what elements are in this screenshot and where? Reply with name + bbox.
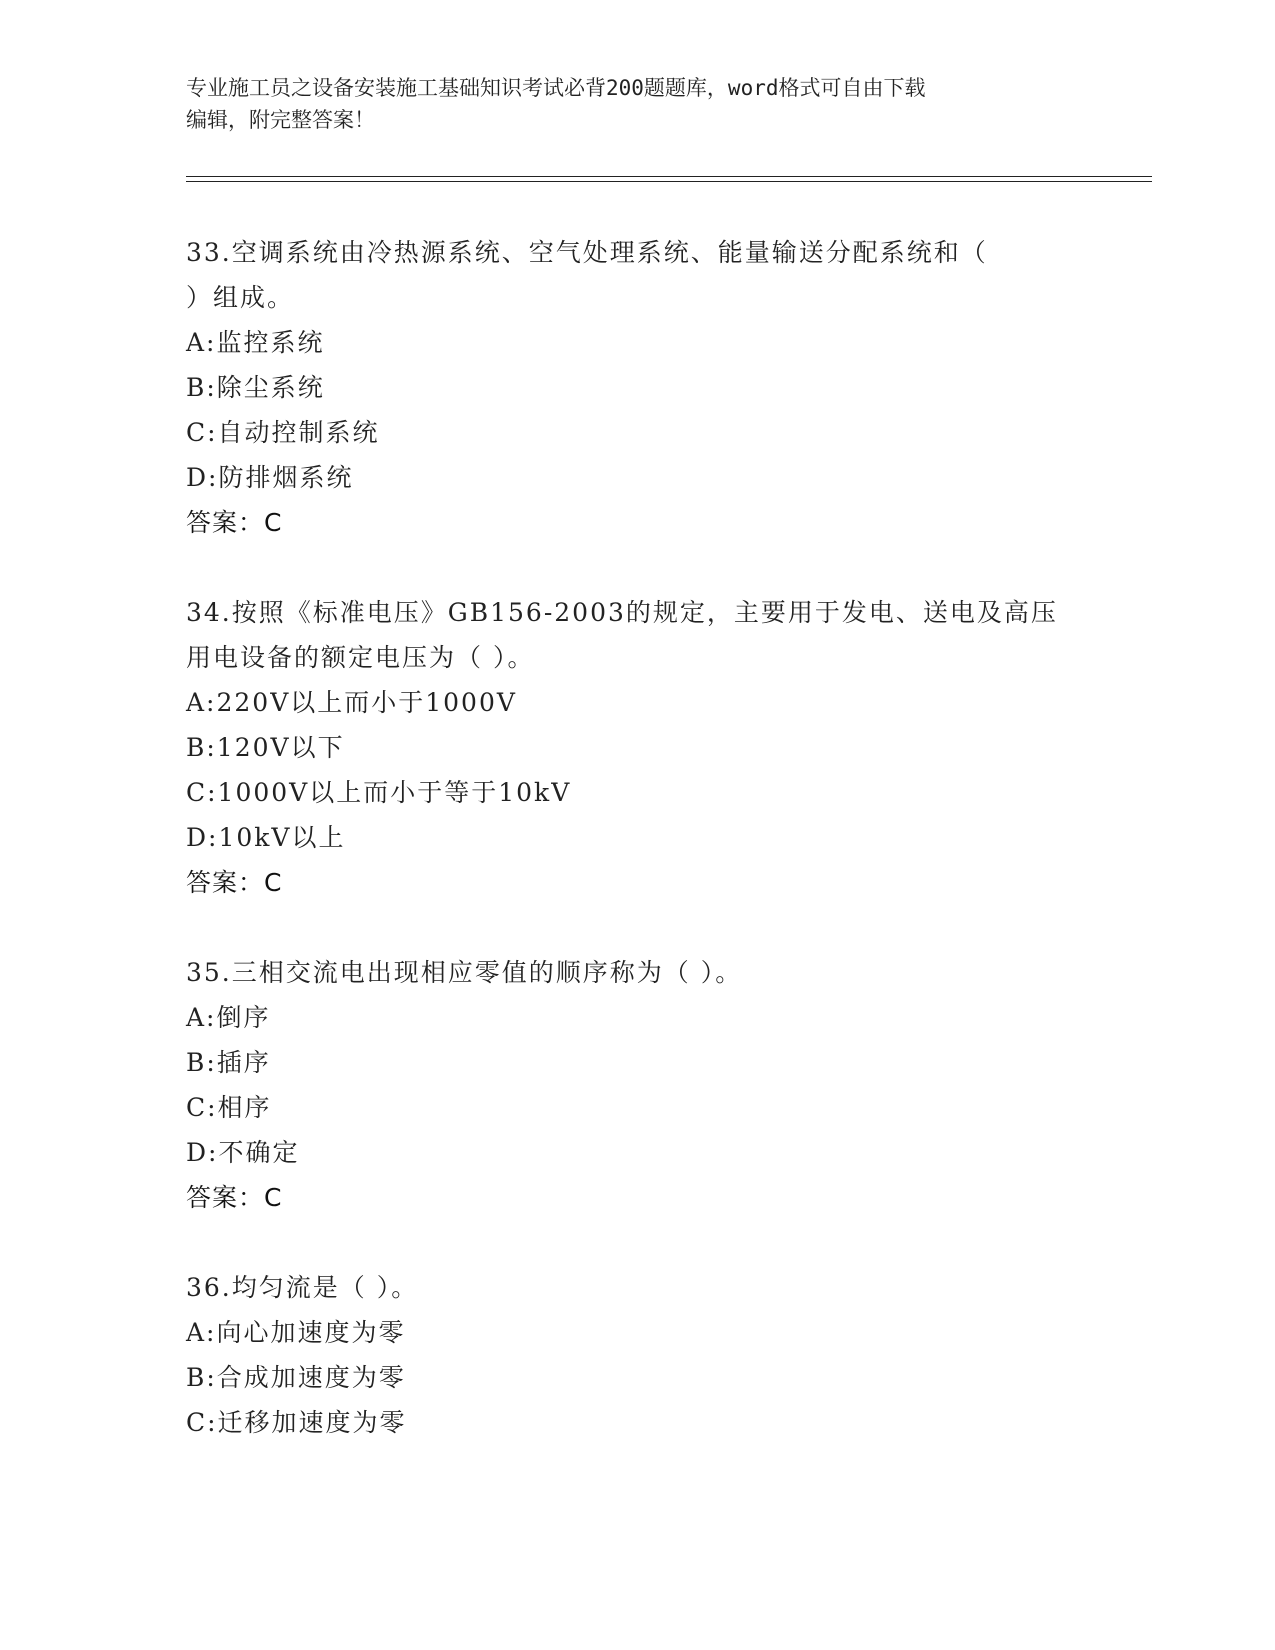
question-34-option-c: C:1000V以上而小于等于10kV	[186, 778, 572, 807]
header-divider-top	[186, 176, 1152, 177]
header-divider-bottom	[186, 181, 1152, 182]
question-36-stem: 36.均匀流是（ ）。	[186, 1273, 419, 1302]
question-33-option-b: B:除尘系统	[186, 373, 325, 402]
doc-header-line-1: 专业施工员之设备安装施工基础知识考试必背200题题库，word格式可自由下载	[186, 76, 926, 100]
question-36-option-a: A:向心加速度为零	[186, 1318, 406, 1347]
question-33-option-a: A:监控系统	[186, 328, 325, 357]
question-34-answer: 答案：C	[186, 868, 283, 897]
doc-header-line-2: 编辑，附完整答案！	[186, 108, 375, 132]
question-36-option-b: B:合成加速度为零	[186, 1363, 406, 1392]
question-35-option-a: A:倒序	[186, 1003, 271, 1032]
question-34-stem-line-2: 用电设备的额定电压为（ ）。	[186, 643, 535, 672]
question-33-option-d: D:防排烟系统	[186, 463, 354, 492]
question-34-stem-line-1: 34.按照《标准电压》GB156-2003的规定，主要用于发电、送电及高压	[186, 598, 1058, 627]
question-34-option-d: D:10kV以上	[186, 823, 346, 852]
question-35-option-c: C:相序	[186, 1093, 272, 1122]
question-33-answer: 答案：C	[186, 508, 283, 537]
question-33-stem-line-1: 33.空调系统由冷热源系统、空气处理系统、能量输送分配系统和（	[186, 238, 988, 267]
question-33-option-c: C:自动控制系统	[186, 418, 380, 447]
question-35-stem: 35.三相交流电出现相应零值的顺序称为（ ）。	[186, 958, 743, 987]
question-34-option-b: B:120V以下	[186, 733, 345, 762]
question-36-option-c: C:迁移加速度为零	[186, 1408, 407, 1437]
question-33-stem-line-2: ）组成。	[186, 283, 295, 312]
question-34-option-a: A:220V以上而小于1000V	[186, 688, 517, 717]
question-35-answer: 答案：C	[186, 1183, 283, 1212]
question-35-option-d: D:不确定	[186, 1138, 300, 1167]
question-35-option-b: B:插序	[186, 1048, 271, 1077]
